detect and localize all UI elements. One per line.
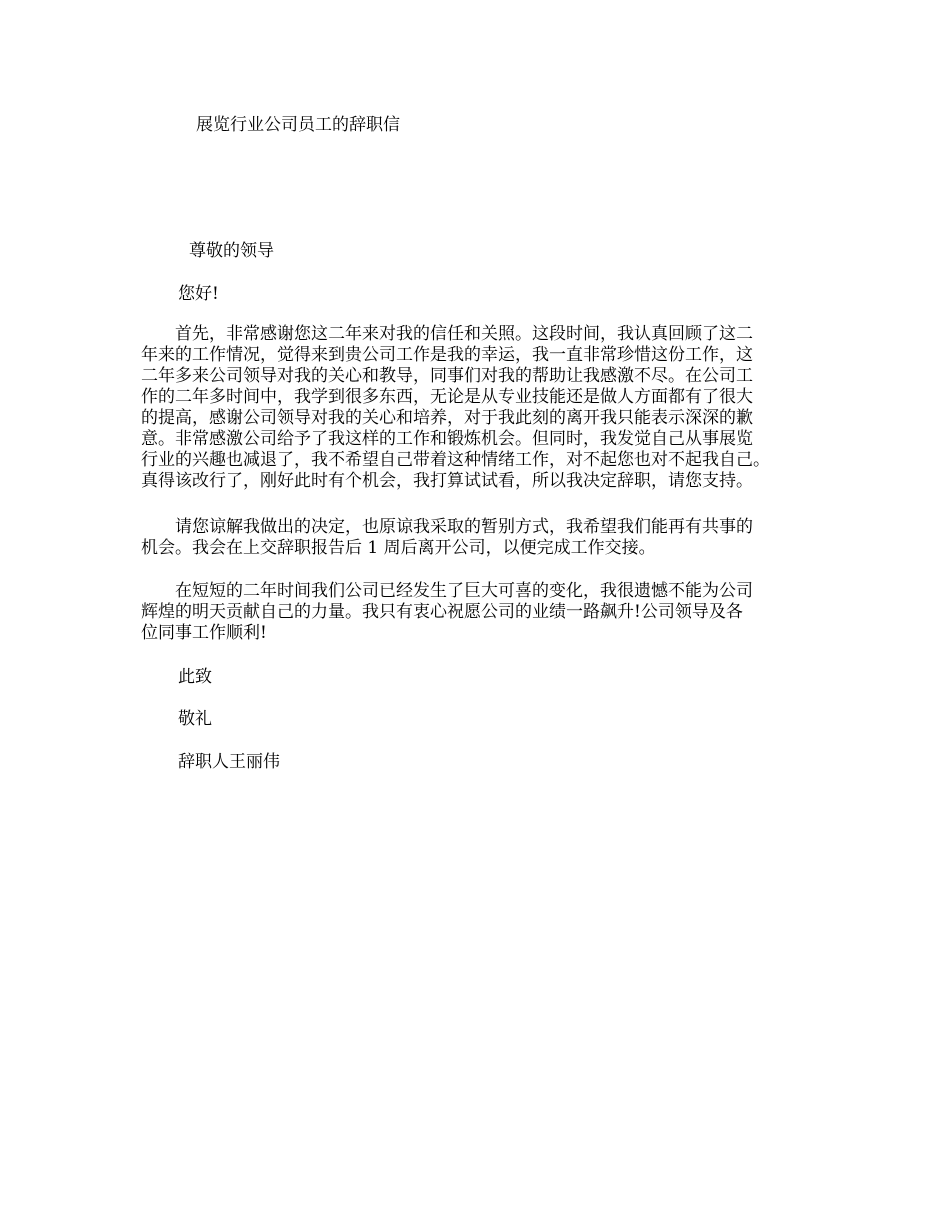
body-paragraph-3	[141, 581, 819, 644]
closing-salute: 敬礼	[178, 709, 212, 729]
body-paragraph-1	[141, 324, 819, 492]
paragraph-line: 作的二年多时间中，我学到很多东西，无论是从专业技能还是做人方面都有了很大	[141, 387, 753, 407]
paragraph-line: 意。非常感激公司给予了我这样的工作和锻炼机会。但同时，我发觉自己从事展览	[141, 429, 753, 449]
signature: 辞职人王丽伟	[178, 752, 280, 772]
paragraph-line: 首先，非常感谢您这二年来对我的信任和关照。这段时间，我认真回顾了这二	[141, 324, 753, 344]
paragraph-line: 年来的工作情况，觉得来到贵公司工作是我的幸运，我一直非常珍惜这份工作，这	[141, 345, 753, 365]
closing-regards: 此致	[178, 667, 212, 687]
paragraph-line: 行业的兴趣也减退了，我不希望自己带着这种情绪工作，对不起您也对不起我自己。	[141, 450, 770, 470]
paragraph-line: 请您谅解我做出的决定，也原谅我采取的暂别方式，我希望我们能再有共事的	[141, 517, 753, 537]
paragraph-line: 位同事工作顺利!	[141, 623, 267, 643]
paragraph-line: 在短短的二年时间我们公司已经发生了巨大可喜的变化，我很遗憾不能为公司	[141, 581, 753, 601]
paragraph-line: 的提高，感谢公司领导对我的关心和培养，对于我此刻的离开我只能表示深深的歉	[141, 408, 753, 428]
greeting: 您好!	[178, 284, 219, 304]
salutation: 尊敬的领导	[189, 241, 274, 261]
paragraph-line: 辉煌的明天贡献自己的力量。我只有衷心祝愿公司的业绩一路飙升!公司领导及各	[141, 602, 743, 622]
body-paragraph-2	[141, 517, 819, 559]
letter-title: 展览行业公司员工的辞职信	[196, 115, 400, 135]
paragraph-line: 真得该改行了，刚好此时有个机会，我打算试试看，所以我决定辞职，请您支持。	[141, 471, 753, 491]
paragraph-line: 机会。我会在上交辞职报告后 1 周后离开公司，以便完成工作交接。	[141, 538, 656, 558]
paragraph-line: 二年多来公司领导对我的关心和教导，同事们对我的帮助让我感激不尽。在公司工	[141, 366, 753, 386]
